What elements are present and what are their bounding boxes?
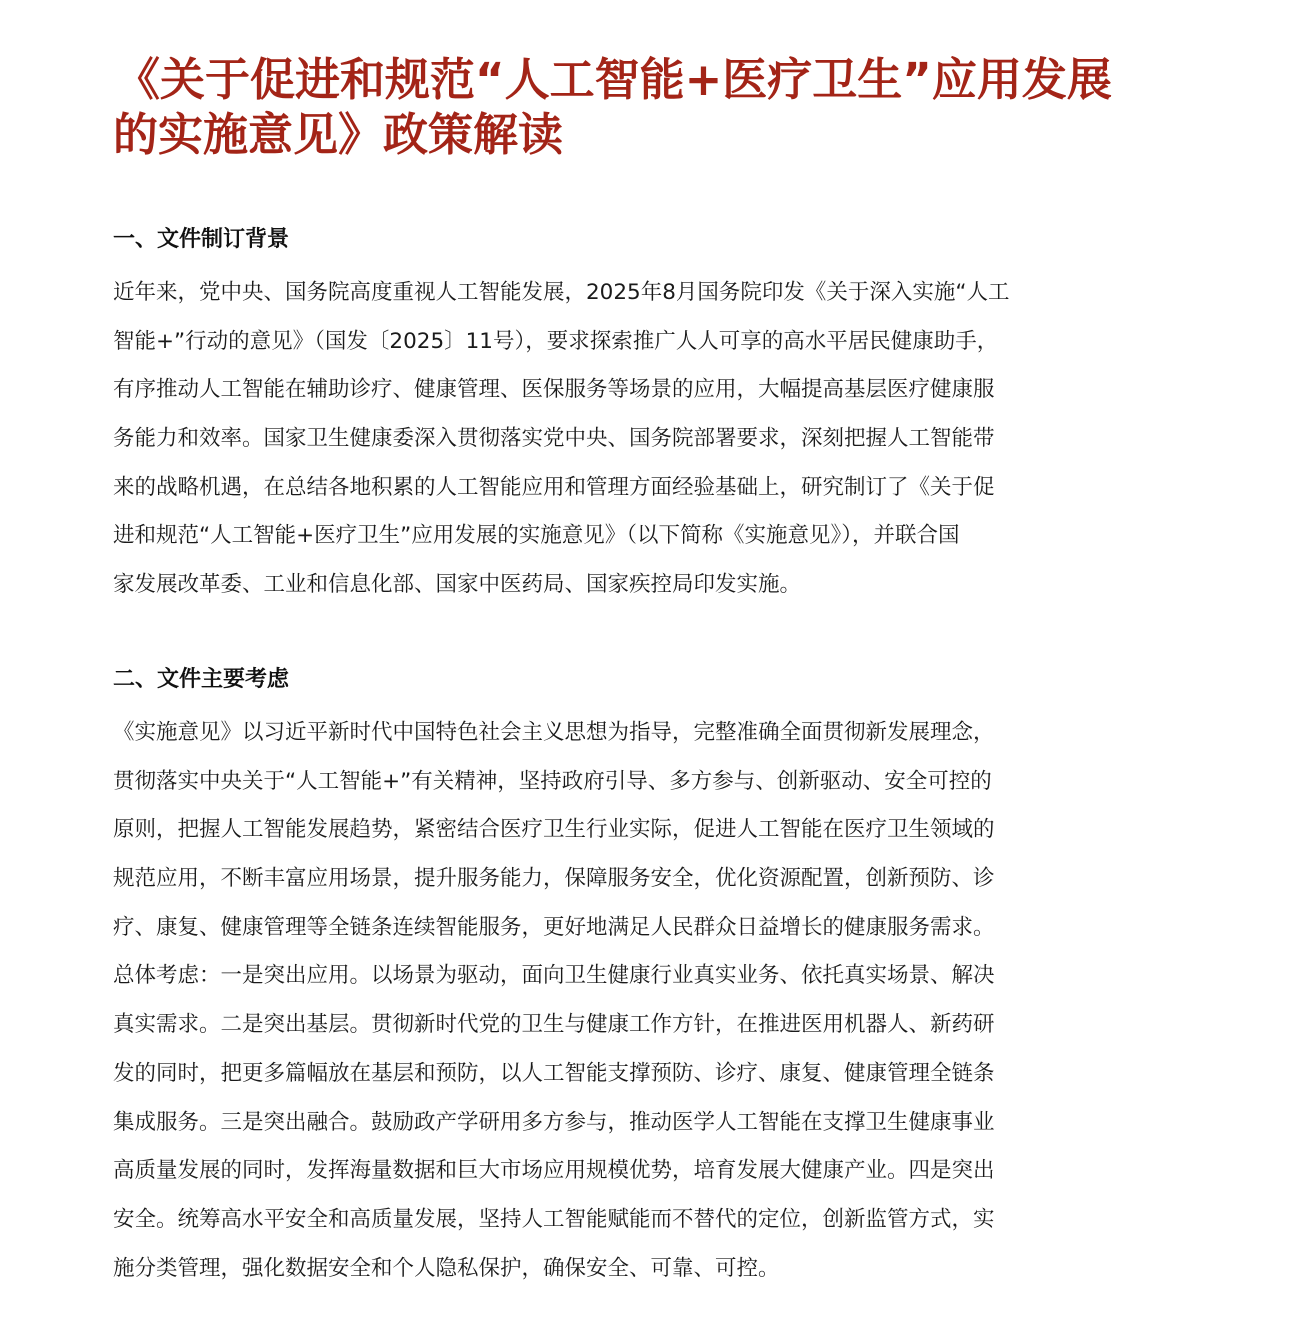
paragraph-line: 家发展改革委、工业和信息化部、国家中医药局、国家疾控局印发实施。 — [113, 572, 802, 598]
paragraph-line: 近年来，党中央、国务院高度重视人工智能发展，2025年8月国务院印发《关于深入实施“人工 — [113, 280, 1010, 305]
title-line: 的实施意见》政策解读 — [113, 108, 564, 161]
section-considerations — [113, 662, 1203, 1293]
paragraph-line: 集成服务。三是突出融合。鼓励政产学研用多方参与，推动医学人工智能在支撑卫生健康事业 — [113, 1109, 995, 1135]
paragraph-line: 来的战略机遇，在总结各地积累的人工智能应用和管理方面经验基础上，研究制订了《关于促 — [113, 474, 995, 500]
paragraph-line: 进和规范“人工智能+医疗卫生”应用发展的实施意见》（以下简称《实施意见》），并联合国 — [113, 523, 960, 549]
paragraph-line: 有序推动人工智能在辅助诊疗、健康管理、医保服务等场景的应用，大幅提高基层医疗健康服 — [113, 377, 995, 403]
page-title — [113, 52, 1203, 162]
paragraph-line: 原则，把握人工智能发展趋势，紧密结合医疗卫生行业实际，促进人工智能在医疗卫生领域的 — [113, 817, 995, 843]
title-line: 《关于促进和规范“人工智能+医疗卫生”应用发展 — [115, 53, 1112, 106]
paragraph-line: 高质量发展的同时，发挥海量数据和巨大市场应用规模优势，培育发展大健康产业。四是突出 — [113, 1158, 995, 1184]
section-body — [113, 709, 1203, 1293]
section-background — [113, 222, 1203, 610]
paragraph-line: 总体考虑：一是突出应用。以场景为驱动，面向卫生健康行业真实业务、依托真实场景、解决 — [113, 963, 995, 989]
section-heading: 一、文件制订背景 — [113, 227, 290, 252]
paragraph-line: 智能+”行动的意见》（国发〔2025〕11号），要求探索推广人人可享的高水平居民健康助手， — [113, 328, 999, 354]
paragraph-line: 规范应用，不断丰富应用场景，提升服务能力，保障服务安全，优化资源配置，创新预防、诊 — [113, 866, 995, 892]
section-body — [113, 269, 1203, 610]
paragraph-line: 施分类管理，强化数据安全和个人隐私保护，确保安全、可靠、可控。 — [113, 1255, 780, 1281]
section-heading: 二、文件主要考虑 — [113, 667, 290, 692]
paragraph-line: 贯彻落实中央关于“人工智能+”有关精神，坚持政府引导、多方参与、创新驱动、安全可控的 — [113, 768, 992, 794]
paragraph-line: 《实施意见》以习近平新时代中国特色社会主义思想为指导，完整准确全面贯彻新发展理念， — [113, 720, 995, 745]
paragraph-line: 务能力和效率。国家卫生健康委深入贯彻落实党中央、国务院部署要求，深刻把握人工智能带 — [113, 426, 995, 452]
paragraph-line: 安全。统筹高水平安全和高质量发展，坚持人工智能赋能而不替代的定位，创新监管方式，实 — [113, 1206, 995, 1232]
paragraph-line: 发的同时，把更多篇幅放在基层和预防，以人工智能支撑预防、诊疗、康复、健康管理全链条 — [113, 1060, 995, 1086]
paragraph-line: 真实需求。二是突出基层。贯彻新时代党的卫生与健康工作方针，在推进医用机器人、新药研 — [113, 1012, 995, 1038]
paragraph-line: 疗、康复、健康管理等全链条连续智能服务，更好地满足人民群众日益增长的健康服务需求。 — [113, 914, 995, 940]
